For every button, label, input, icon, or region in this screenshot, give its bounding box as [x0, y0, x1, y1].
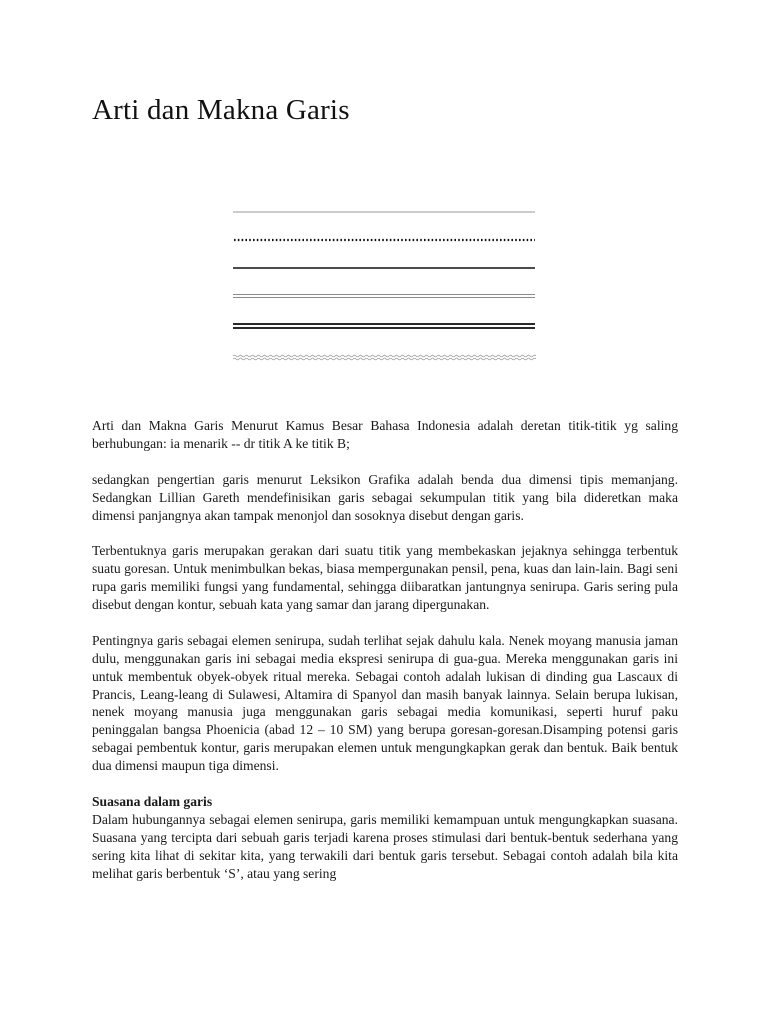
wavy-line-top — [233, 355, 536, 357]
paragraph-definition-kbbi: Arti dan Makna Garis Menurut Kamus Besar Bahasa Indonesia adalah deretan titik-titik yg saling berhubungan: ia menarik -- dr titik A ke titik B; — [92, 418, 678, 451]
page-title: Arti dan Makna Garis — [92, 94, 350, 126]
paragraph-formation: Terbentuknya garis merupakan gerakan dari suatu titik yang membekaskan jejaknya sehingga terbentuk suatu goresan. Untuk menimbulkan bekas, biasa mempergunakan pensil, pena, kuas dan lain-lain. Bagi seni rupa garis memiliki fungsi yang fundamental, sehingga diibaratkan jantungnya senirupa. Garis sering pula disebut dengan kontur, sebuah kata yang samar dan jarang dipergunakan. — [92, 543, 678, 613]
paragraph-importance: Pentingnya garis sebagai elemen senirupa, sudah terlihat sejak dahulu kala. Nenek moyang manusia jaman dulu, menggunakan garis ini sebagai media ekspresi senirupa di gua-gua. Mereka menggunakan garis ini untuk membentuk obyek-obyek ritual mereka. Sebagai contoh adalah lukisan di dinding gua Lascaux di Prancis, Leang-leang di Sulawesi, Altamira di Spanyol dan masih banyak lainnya. Selain berupa lukisan, nenek moyang manusia juga menggunakan garis sebagai media komunikasi, seperti huruf paku peninggalan bangsa Phoenicia (abad 12 – 10 SM) yang berupa goresan-goresan.Disamping potensi garis sebagai pembentuk kontur, garis merupakan elemen untuk mengungkapkan gerak dan bentuk. Baik bentuk dua dimensi maupun tiga dimensi. — [92, 632, 678, 774]
line-styles-svg — [232, 204, 536, 368]
line-styles-figure — [232, 204, 536, 368]
wavy-line-bottom — [233, 358, 536, 360]
paragraph-definition-grafika: sedangkan pengertian garis menurut Leksikon Grafika adalah benda dua dimensi tipis memanjang. Sedangkan Lillian Gareth mendefinisikan garis sebagai sekumpulan titik yang bila dideretkan maka dimensi panjangnya akan tampak menonjol dan sosoknya disebut dengan garis. — [92, 471, 678, 523]
document-body — [92, 417, 678, 883]
section-heading: Suasana dalam garis — [92, 793, 213, 809]
paragraph-atmosphere: Dalam hubungannya sebagai elemen senirupa, garis memiliki kemampuan untuk mengungkapkan suasana. Suasana yang tercipta dari sebuah garis terjadi karena proses stimulasi dari bentuk-bentuk sederhana yang sering kita lihat di sekitar kita, yang terwakili dari bentuk garis tersebut. Sebagai contoh adalah bila kita melihat garis berbentuk ‘S’, atau yang sering — [92, 811, 678, 881]
